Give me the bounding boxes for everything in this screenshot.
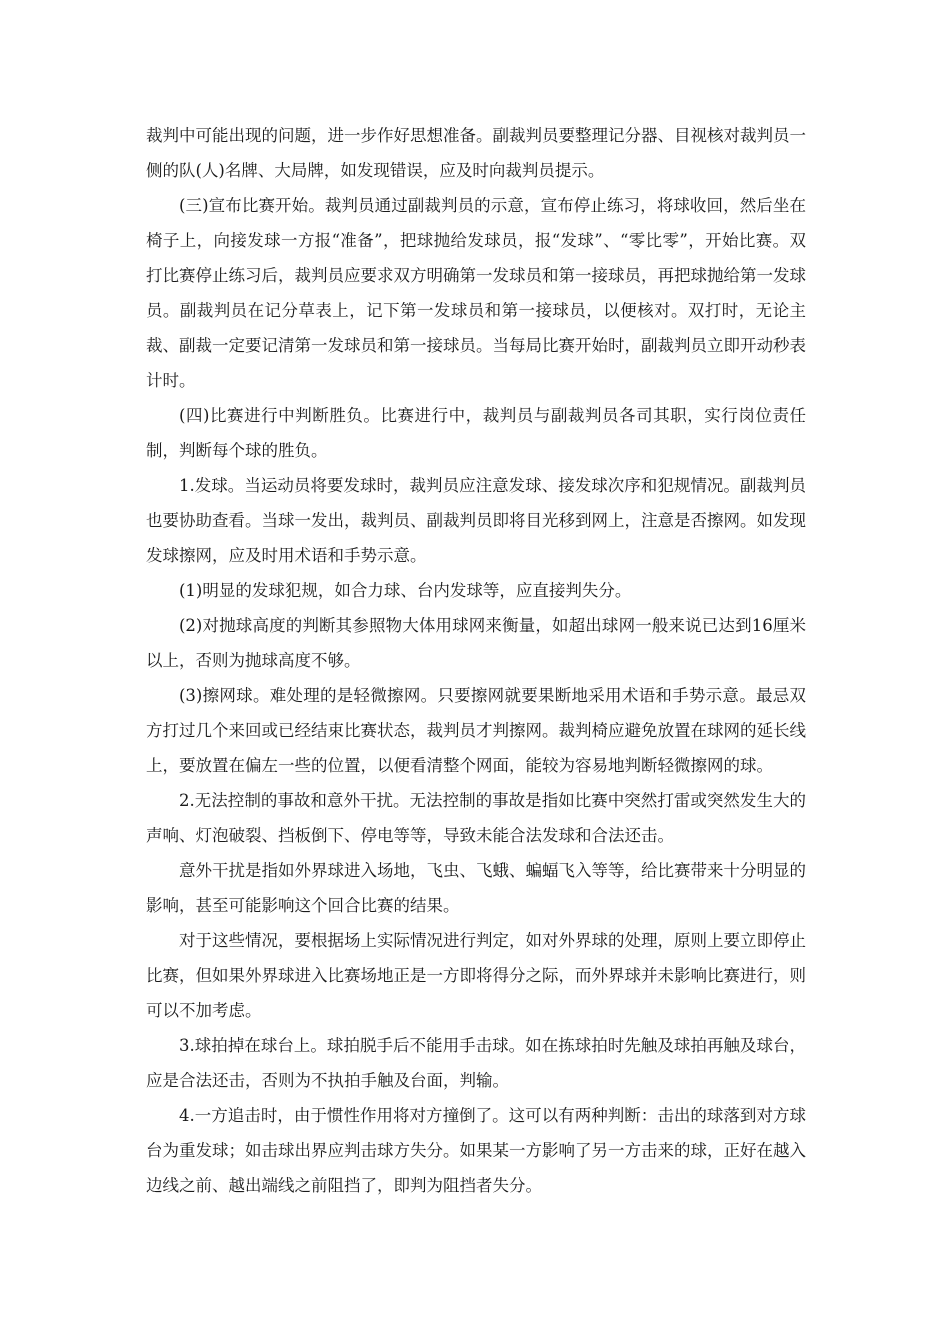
paragraph-net-ball: (3)擦网球。难处理的是轻微擦网。只要擦网就要果断地采用术语和手势示意。最忌双方打过几个来回或已经结束比赛状态，裁判员才判擦网。裁判椅应避免放置在球网的延长线上，要放置在偏左一些的位置，以便看清整个网面，能较为容易地判断轻微擦网的球。 [146, 686, 806, 775]
paragraph-collision: 4.一方追击时，由于惯性作用将对方撞倒了。这可以有两种判断：击出的球落到对方球台为重发球；如击球出界应判击球方失分。如果某一方影响了另一方击来的球，正好在越入边线之前、越出端线之前阻挡了，即判为阻挡者失分。 [146, 1106, 806, 1195]
paragraph-accidental-interference: 意外干扰是指如外界球进入场地，飞虫、飞蛾、蝙蝠飞入等等，给比赛带来十分明显的影响，甚至可能影响这个回合比赛的结果。 [146, 861, 806, 915]
paragraph-announce-start: (三)宣布比赛开始。裁判员通过副裁判员的示意，宣布停止练习，将球收回，然后坐在椅子上，向接发球一方报“准备”，把球抛给发球员，报“发球”、“零比零”，开始比赛。双打比赛停止练习后，裁判员应要求双方明确第一发球员和第一接球员，再把球抛给第一发球员。副裁判员在记分草表上，记下第一发球员和第一接球员，以便核对。双打时，无论主裁、副裁一定要记清第一发球员和第一接球员。当每局比赛开始时，副裁判员立即开动秒表计时。 [146, 196, 806, 390]
paragraph-serve: 1.发球。当运动员将要发球时，裁判员应注意发球、接发球次序和犯规情况。副裁判员也要协助查看。当球一发出，裁判员、副裁判员即将目光移到网上，注意是否擦网。如发现发球擦网，应及时用术语和手势示意。 [146, 476, 806, 565]
document-body [146, 118, 806, 1203]
paragraph-handling-situations: 对于这些情况，要根据场上实际情况进行判定，如对外界球的处理，原则上要立即停止比赛，但如果外界球进入比赛场地正是一方即将得分之际，而外界球并未影响比赛进行，则可以不加考虑。 [146, 931, 806, 1020]
paragraph-uncontrollable-incidents: 2.无法控制的事故和意外干扰。无法控制的事故是指如比赛中突然打雷或突然发生大的声响、灯泡破裂、挡板倒下、停电等等，导致未能合法发球和合法还击。 [146, 791, 806, 845]
paragraph-toss-height: (2)对抛球高度的判断其参照物大体用球网来衡量，如超出球网一般来说已达到16厘米以上，否则为抛球高度不够。 [146, 616, 806, 670]
paragraph-judging-during-match: (四)比赛进行中判断胜负。比赛进行中，裁判员与副裁判员各司其职，实行岗位责任制，判断每个球的胜负。 [146, 406, 806, 460]
paragraph-racket-drop: 3.球拍掉在球台上。球拍脱手后不能用手击球。如在拣球拍时先触及球拍再触及球台，应是合法还击，否则为不执拍手触及台面，判输。 [146, 1036, 806, 1090]
paragraph-continuation: 裁判中可能出现的问题，进一步作好思想准备。副裁判员要整理记分器、目视核对裁判员一侧的队(人)名牌、大局牌，如发现错误，应及时向裁判员提示。 [146, 126, 806, 180]
paragraph-serve-fault: (1)明显的发球犯规，如合力球、台内发球等，应直接判失分。 [179, 581, 632, 600]
